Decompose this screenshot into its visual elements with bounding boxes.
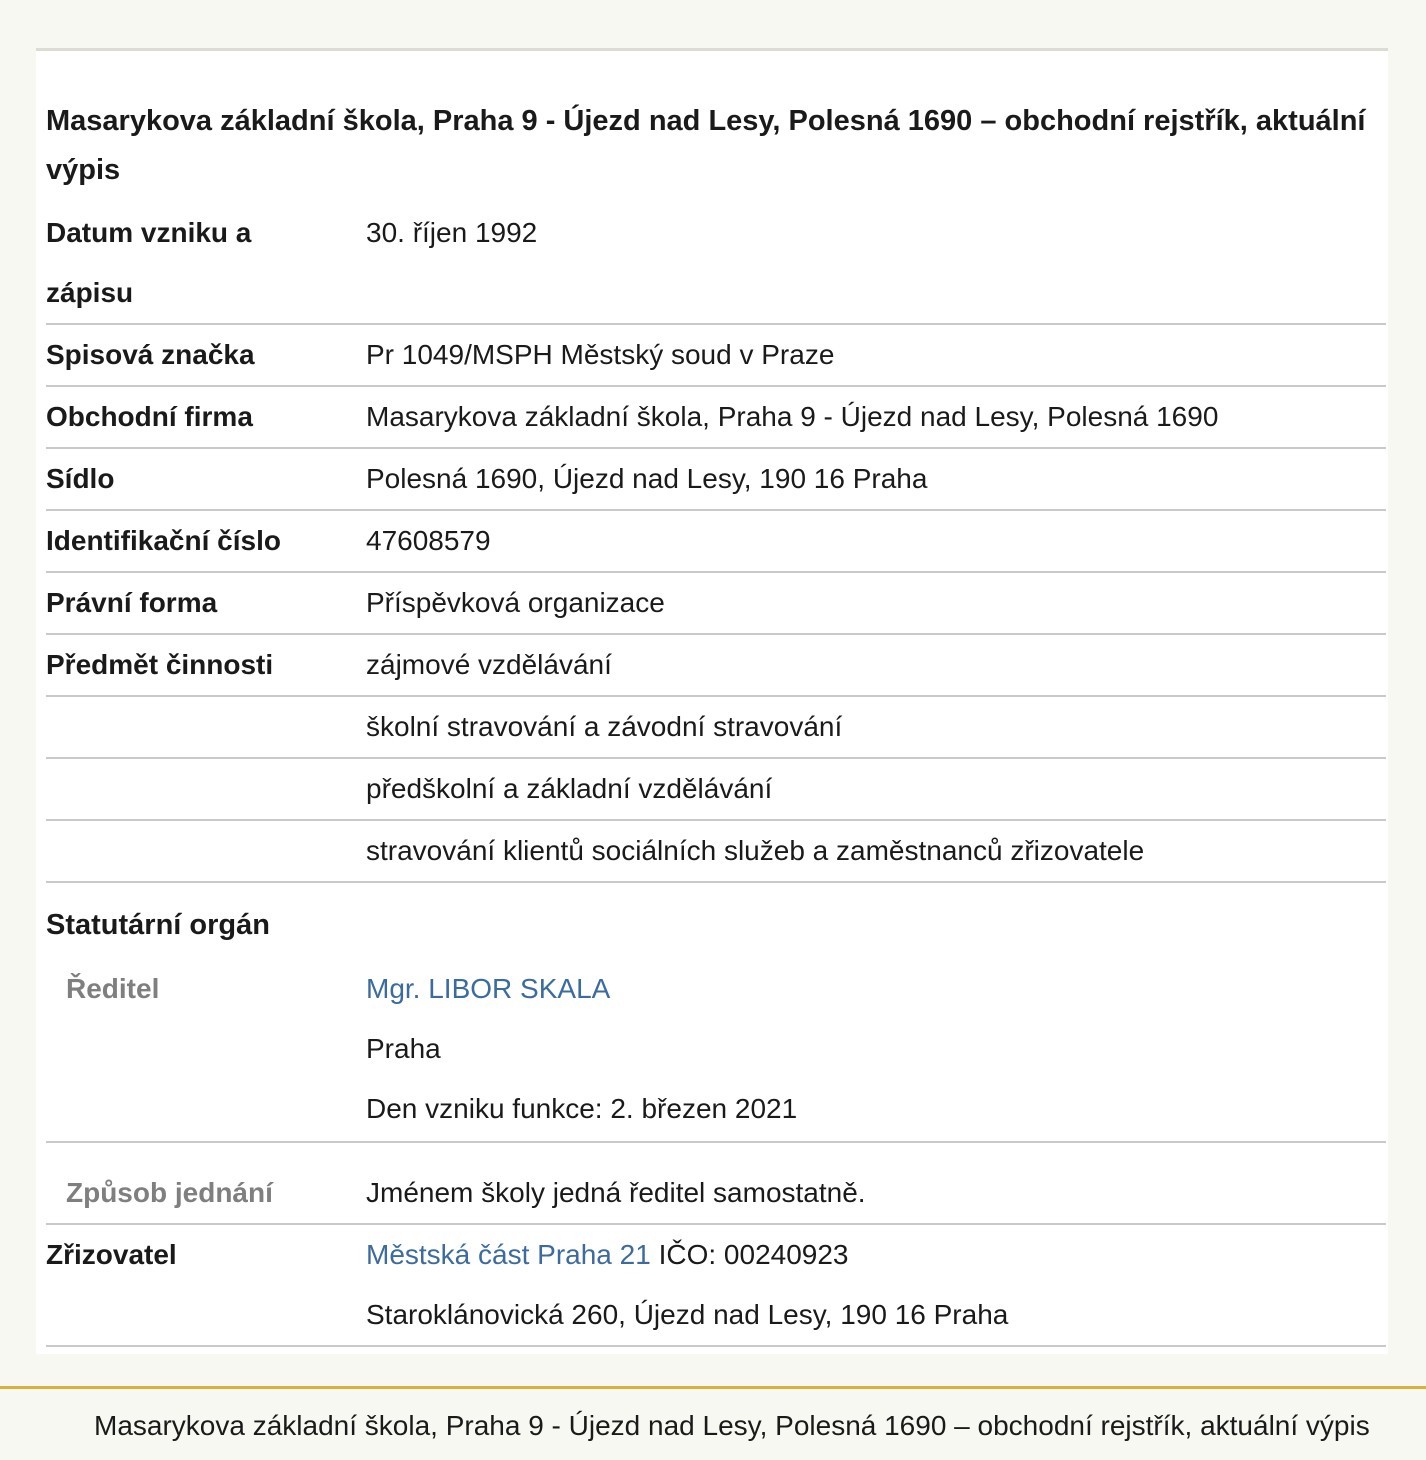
- reditel-name-link[interactable]: Mgr. LIBOR SKALA: [366, 973, 611, 1004]
- zrizovatel-name-link[interactable]: Městská část Praha 21: [366, 1239, 651, 1270]
- statutarni-heading-row: [46, 883, 1386, 959]
- predmet-label: Předmět činnosti: [46, 649, 274, 680]
- footer-title: Masarykova základní škola, Praha 9 - Újezd nad Lesy, Polesná 1690 – obchodní rejstřík, aktuální výpis: [94, 1410, 1370, 1441]
- ico-value: 47608579: [366, 525, 491, 556]
- spisova-label: Spisová značka: [46, 339, 255, 370]
- row-predmet-cinnosti-3: [46, 759, 1386, 821]
- footer-divider: [0, 1386, 1426, 1389]
- datum-label-line1: Datum vzniku a: [46, 217, 252, 248]
- register-card: [36, 48, 1388, 1354]
- row-spisova-znacka: [46, 325, 1386, 387]
- reditel-city: Praha: [366, 1033, 441, 1064]
- zrizovatel-ico: IČO: 00240923: [650, 1239, 849, 1270]
- firma-value: Masarykova základní škola, Praha 9 - Újezd nad Lesy, Polesná 1690: [366, 401, 1219, 432]
- reditel-name: [366, 959, 610, 1019]
- sidlo-label: Sídlo: [46, 463, 115, 494]
- row-predmet-cinnosti-4: [46, 821, 1386, 883]
- sidlo-value: Polesná 1690, Újezd nad Lesy, 190 16 Praha: [366, 463, 928, 494]
- zpusob-value: Jménem školy jedná ředitel samostatně.: [366, 1177, 866, 1208]
- pravni-value: Příspěvková organizace: [366, 587, 665, 618]
- reditel-since: Den vzniku funkce: 2. březen 2021: [366, 1093, 798, 1124]
- row-obchodni-firma: [46, 387, 1386, 449]
- predmet-item: předškolní a základní vzdělávání: [366, 773, 773, 804]
- zpusob-label: Způsob jednání: [66, 1177, 273, 1208]
- register-table: [46, 203, 1386, 1347]
- predmet-item: stravování klientů sociálních služeb a zaměstnanců zřizovatele: [366, 835, 1145, 866]
- pravni-label: Právní forma: [46, 587, 218, 618]
- row-reditel: [46, 959, 1386, 1143]
- row-identifikacni-cislo: [46, 511, 1386, 573]
- reditel-label: Ředitel: [66, 973, 160, 1004]
- row-pravni-forma: [46, 573, 1386, 635]
- statutarni-heading: Statutární orgán: [46, 909, 270, 941]
- datum-label-line2: zápisu: [46, 277, 134, 308]
- predmet-item: školní stravování a závodní stravování: [366, 711, 843, 742]
- firma-label: Obchodní firma: [46, 401, 253, 432]
- page-title: Masarykova základní škola, Praha 9 - Újezd nad Lesy, Polesná 1690 – obchodní rejstřík, aktuální výpis: [46, 105, 1366, 186]
- datum-value: 30. říjen 1992: [366, 217, 538, 248]
- row-datum-vzniku: [46, 203, 1386, 325]
- row-predmet-cinnosti-2: [46, 697, 1386, 759]
- predmet-item: zájmové vzdělávání: [366, 649, 612, 680]
- row-sidlo: [46, 449, 1386, 511]
- row-zrizovatel: [46, 1225, 1386, 1347]
- zrizovatel-label: Zřizovatel: [46, 1239, 177, 1270]
- zrizovatel-address: Staroklánovická 260, Újezd nad Lesy, 190 16 Praha: [366, 1299, 1009, 1330]
- row-predmet-cinnosti: [46, 635, 1386, 697]
- ico-label: Identifikační číslo: [46, 525, 281, 556]
- spisova-value: Pr 1049/MSPH Městský soud v Praze: [366, 339, 835, 370]
- row-zpusob-jednani: [46, 1143, 1386, 1225]
- zrizovatel-value: [366, 1225, 849, 1285]
